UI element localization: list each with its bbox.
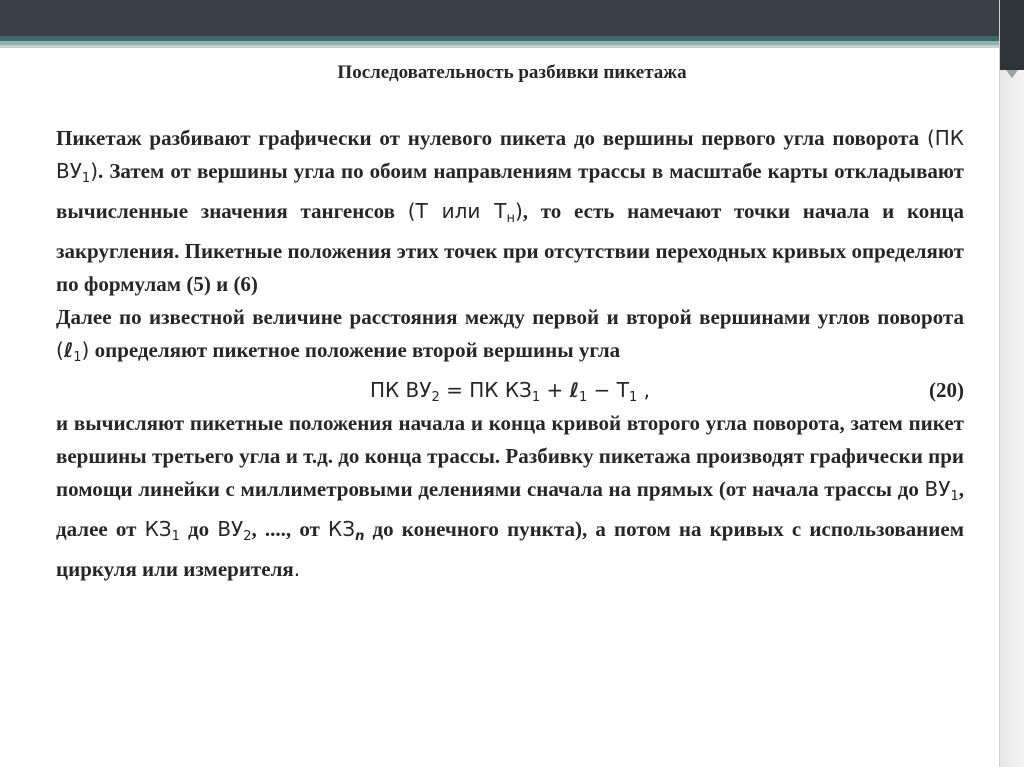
subscript: n [355,529,365,544]
text: , далее от [56,477,964,541]
subscript: 1 [171,529,180,544]
text: до [179,517,218,541]
inline-formula [144,517,180,544]
text: до конечного пункта), а потом на кривых с использованием циркуля или измерителя [56,517,964,581]
formula-text: + [540,378,570,402]
text: Далее по известной величине расстояния между первой и второй вершинами углов поворота [56,305,964,329]
formula-text: ) [514,199,523,223]
text: , ...., от [251,517,329,541]
right-border [999,0,1024,767]
inline-formula [56,338,90,365]
formula-text: ВУ [924,477,951,501]
formula-text: ) [90,159,99,183]
paragraph-2 [56,301,964,374]
formula-text: = ПК КЗ [439,378,532,402]
equation-row [56,374,964,407]
formula-text: КЗ [144,517,172,541]
formula-text: − Т [587,378,630,402]
subscript: н [506,211,515,226]
header-stripe [0,45,1000,48]
inline-formula [217,517,252,544]
subscript: 1 [950,489,959,504]
text: определяют пикетное положение второй вершины угла [89,338,621,362]
paragraph-1 [56,122,964,301]
subscript: 1 [579,390,588,405]
formula-text: ПК ВУ [369,378,432,402]
equation-number: (20) [929,378,964,402]
subscript: 1 [81,171,91,186]
equation [56,374,964,414]
formula-text: ) [81,338,90,362]
slide-title: Последовательность разбивки пикетажа [337,62,687,83]
subscript: 1 [629,390,638,405]
text: . [293,557,301,581]
formula-text: ВУ [217,517,244,541]
formula-text: (ПК ВУ [56,126,964,183]
subscript: 2 [243,529,252,544]
text: и вычисляют пикетные положения начала и конца кривой второго угла поворота, затем пикет вершины третьего угла и т.д. до конца трассы. Разбивку пикетажа производят графически при помощи линейки с миллиметровыми делениями сначала на прямых (от начала трассы до [56,411,964,501]
text: . Затем от вершины угла по обоим направлениям трассы в масштабе карты откладывают вычисленные значения тангенсов [56,159,964,223]
inline-formula [924,477,959,504]
subscript: 1 [531,390,541,405]
formula-symbol: ℓ [63,338,74,362]
formula-text: , [637,378,651,402]
header-bar [0,0,1024,36]
subscript: 2 [431,390,440,405]
inline-formula [407,199,523,226]
subscript: 1 [73,350,82,365]
formula-text: (Т или Т [407,199,507,223]
formula-symbol: ℓ [569,378,580,402]
text: Пикетаж разбивают графически от нулевого пикета до вершины первого угла поворота [56,126,927,150]
inline-formula [328,517,365,544]
text: , то есть намечают точки начала и конца закругления. Пикетные положения этих точек при отсутствии переходных кривых определяют по формулам (5) и (6) [56,199,965,296]
slide-body [56,122,964,586]
formula-text: ( [56,338,64,362]
formula-text: КЗ [328,517,356,541]
paragraph-3 [56,407,964,586]
